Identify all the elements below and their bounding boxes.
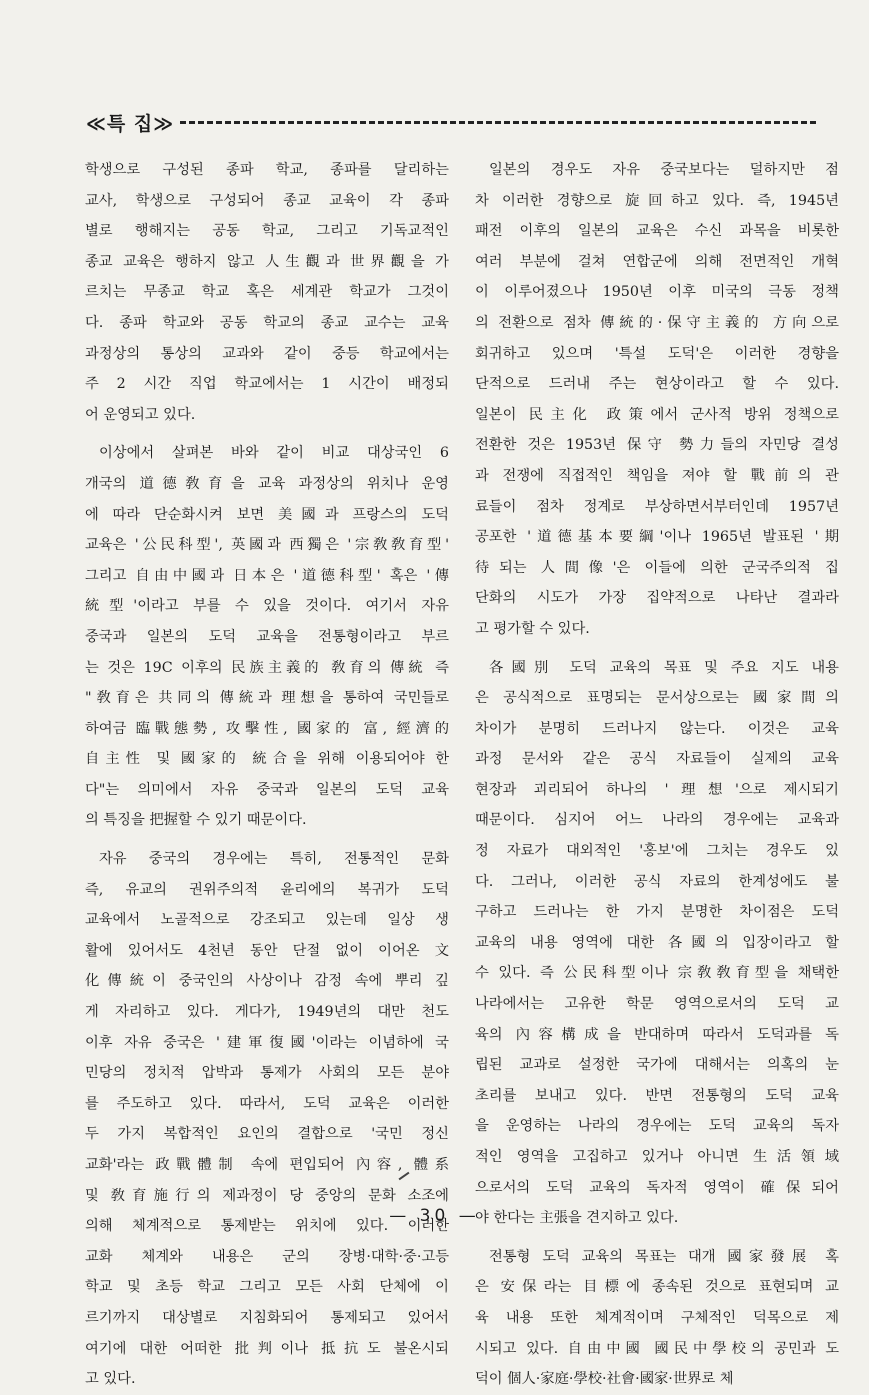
text-line: 공포한 '道德基本要綱'이나 1965년 발표된 '期: [475, 529, 839, 546]
header-dashed-rule: [180, 121, 816, 124]
text-line: 하여금 臨戰態勢, 攻擊性, 國家的 富, 經濟的: [85, 720, 449, 737]
text-line: 化傳統이 중국인의 사상이나 감정 속에 뿌리 깊: [85, 973, 449, 990]
text-line: 교화 체계와 내용은 군의 장병·대학·중·고등: [85, 1248, 449, 1265]
text-line: 에 따라 단순화시켜 보면 美國과 프랑스의 도덕: [85, 506, 449, 523]
text-line: 회귀하고 있으며 '특설 도덕'은 이러한 경향을: [475, 345, 839, 362]
text-line: 교사, 학생으로 구성되어 종교 교육이 각 종파: [85, 192, 449, 209]
text-line: 수 있다. 즉 公民科型이나 宗敎敎育型을 채택한: [475, 965, 839, 982]
text-line: 의해 체계적으로 통제받는 위치에 있다. 이러한: [85, 1218, 449, 1235]
text-line: 여러 부분에 걸쳐 연합군에 의해 전면적인 개혁: [475, 253, 839, 270]
text-line: 초리를 보내고 있다. 반면 전통형의 도덕 교육: [475, 1087, 839, 1104]
text-line: 이후 자유 중국은 '建軍復國'이라는 이념하에 국: [85, 1034, 449, 1051]
text-line: 전통형 도덕 교육의 목표는 대개 國家發展 혹: [489, 1248, 839, 1265]
text-line: 게 자리하고 있다. 게다가, 1949년의 대만 천도: [85, 1004, 449, 1021]
text-line: 과 전쟁에 직접적인 책임을 져야 할 戰前의 관: [475, 467, 839, 484]
text-line: 단화의 시도가 가장 집약적으로 나타난 결과라: [475, 590, 839, 607]
text-line: 르치는 무종교 학교 혹은 세계관 학교가 그것이: [85, 284, 449, 301]
text-line: 各國別 도덕 교육의 목표 및 주요 지도 내용: [489, 659, 839, 676]
text-line: 구하고 드러나는 한 가지 분명한 차이점은 도덕: [475, 904, 839, 921]
text-line: 적인 영역을 고집하고 있거나 아니면 生活領域: [475, 1149, 839, 1165]
text-line: 의 특징을 把握할 수 있기 때문이다.: [85, 812, 307, 829]
text-line: 패전 이후의 일본의 교육은 수신 과목을 비롯한: [475, 223, 839, 240]
text-line: 별로 행해지는 공동 학교, 그리고 기독교적인: [85, 223, 449, 240]
text-line: 차 이러한 경향으로 旋回하고 있다. 즉, 1945년: [475, 192, 839, 209]
text-line: 교화'라는 政戰體制 속에 편입되어 內容, 體系: [85, 1157, 449, 1173]
section-title: ≪특 집≫: [86, 112, 175, 135]
text-line: 을 운영하는 나라의 경우에는 도덕 교육의 독자: [475, 1118, 839, 1135]
text-line: 야 한다는 主張을 견지하고 있다.: [475, 1210, 679, 1227]
text-line: 및 敎育施行의 제과정이 당 중앙의 문화 소조에: [85, 1187, 449, 1204]
text-line: "敎育은 共同의 傳統과 理想을 통하여 국민들로: [85, 690, 449, 707]
text-line: 료들이 점차 정계로 부상하면서부터인데 1957년: [475, 498, 839, 515]
text-line: 교육은 '公民科型', 英國과 西獨은 '宗敎敎育型': [85, 537, 449, 554]
text-line: 개국의 道德敎育을 교육 과정상의 위치나 운영: [85, 475, 449, 492]
text-line: 때문이다. 심지어 어느 나라의 경우에는 교육과: [475, 812, 839, 829]
text-line: 학교 및 초등 학교 그리고 모든 사회 단체에 이: [85, 1279, 449, 1296]
text-line: 의 전환으로 점차 傳統的·保守主義的 方向으로: [475, 314, 839, 331]
text-line: 학생으로 구성된 종파 학교, 종파를 달리하는: [85, 162, 449, 178]
text-line: 과정 문서와 같은 공식 자료들이 실제의 교육: [475, 751, 839, 768]
paragraph: [475, 1242, 839, 1395]
text-line: 즉, 유교의 권위주의적 윤리에의 복귀가 도덕: [85, 881, 449, 898]
text-line: 현장과 괴리되어 하나의 '理想'으로 제시되기: [475, 781, 839, 798]
text-line: 은 安保라는 目標에 종속된 것으로 표현되며 교: [475, 1279, 839, 1296]
text-line: 는 것은 19C 이후의 民族主義的 敎育의 傳統 즉: [85, 659, 449, 676]
text-line: 정 자료가 대외적인 '홍보'에 그치는 경우도 있: [475, 843, 839, 860]
text-line: 육 내용 또한 체계적이며 구체적인 덕목으로 제: [475, 1309, 839, 1326]
text-line: 自主性 및 國家的 統合을 위해 이용되어야 한: [85, 751, 449, 768]
text-line: 덕이 個人·家庭·學校·社會·國家·世界로 체: [475, 1371, 734, 1388]
paragraph: [85, 155, 449, 430]
text-line: 그리고 自由中國과 日本은 '道德科型' 혹은 '傳: [85, 567, 449, 584]
paragraph-gap: [85, 430, 449, 438]
text-line: 統型'이라고 부를 수 있을 것이다. 여기서 자유: [85, 598, 449, 615]
page-number: — 30 —: [389, 1206, 480, 1226]
text-line: 나라에서는 고유한 학문 영역으로서의 도덕 교: [475, 996, 839, 1013]
paragraph: [85, 844, 449, 1395]
text-line: 고 있다.: [85, 1371, 136, 1388]
text-line: 일본이 民主化 政策에서 군사적 방위 정책으로: [475, 406, 839, 423]
paragraph-gap: [85, 836, 449, 844]
text-line: 두 가지 복합적인 요인의 결합으로 '국민 정신: [85, 1126, 449, 1143]
text-line: 이 이루어졌으나 1950년 이후 미국의 극동 정책: [475, 284, 839, 301]
text-line: 교육에서 노골적으로 강조되고 있는데 일상 생: [85, 912, 449, 929]
text-line: 르기까지 대상별로 지침화되어 통제되고 있어서: [85, 1309, 449, 1326]
text-line: 일본의 경우도 자유 중국보다는 덜하지만 점: [489, 162, 839, 178]
text-line: 과정상의 통상의 교과와 같이 중등 학교에서는: [85, 345, 449, 362]
text-line: 립된 교과로 설정한 국가에 대해서는 의혹의 눈: [475, 1057, 839, 1074]
paragraph: [85, 438, 449, 836]
text-line: 종교 교육은 행하지 않고 人生觀과 世界觀을 가: [85, 253, 449, 270]
text-line: 은 공식적으로 표명되는 문서상으로는 國家間의: [475, 690, 839, 707]
paragraph: [475, 155, 839, 645]
text-line: 여기에 대한 어떠한 批判이나 抵抗도 불온시되: [85, 1340, 449, 1357]
text-line: 중국과 일본의 도덕 교육을 전통형이라고 부르: [85, 628, 449, 645]
text-line: 차이가 분명히 드러나지 않는다. 이것은 교육: [475, 720, 839, 737]
text-line: 육의 內容構成을 반대하며 따라서 도덕과를 독: [475, 1026, 839, 1043]
text-line: 주 2 시간 직업 학교에서는 1 시간이 배정되: [85, 376, 449, 393]
text-line: 활에 있어서도 4천년 동안 단절 없이 이어온 文: [85, 942, 449, 959]
paragraph-gap: [475, 645, 839, 653]
text-line: 자유 중국의 경우에는 특히, 전통적인 문화: [99, 851, 449, 868]
text-line: 교육의 내용 영역에 대한 各國의 입장이라고 할: [475, 934, 839, 951]
text-line: 민당의 정치적 압박과 통제가 사회의 모든 분야: [85, 1065, 449, 1082]
text-line: 를 주도하고 있다. 따라서, 도덕 교육은 이러한: [85, 1095, 449, 1112]
text-line: 어 운영되고 있다.: [85, 406, 196, 423]
text-line: 전환한 것은 1953년 保守 勢力들의 자민당 결성: [475, 437, 839, 454]
text-line: 이상에서 살펴본 바와 같이 비교 대상국인 6: [99, 445, 449, 462]
text-line: 다"는 의미에서 자유 중국과 일본의 도덕 교육: [85, 781, 449, 798]
text-line: 으로서의 도덕 교육의 독자적 영역이 確保되어: [475, 1179, 839, 1196]
text-line: 단적으로 드러내 주는 현상이라고 할 수 있다.: [475, 376, 839, 393]
section-header: [86, 108, 816, 136]
text-line: 시되고 있다. 自由中國 國民中學校의 공민과 도: [475, 1340, 839, 1357]
text-line: 다. 그러나, 이러한 공식 자료의 한계성에도 불: [475, 873, 839, 890]
paragraph: [475, 653, 839, 1234]
paragraph-gap: [475, 1234, 839, 1242]
text-line: 待되는 人間像'은 이들에 의한 군국주의적 집: [475, 559, 839, 576]
text-line: 다. 종파 학교와 공동 학교의 종교 교수는 교육: [85, 314, 449, 331]
text-line: 고 평가할 수 있다.: [475, 620, 590, 637]
